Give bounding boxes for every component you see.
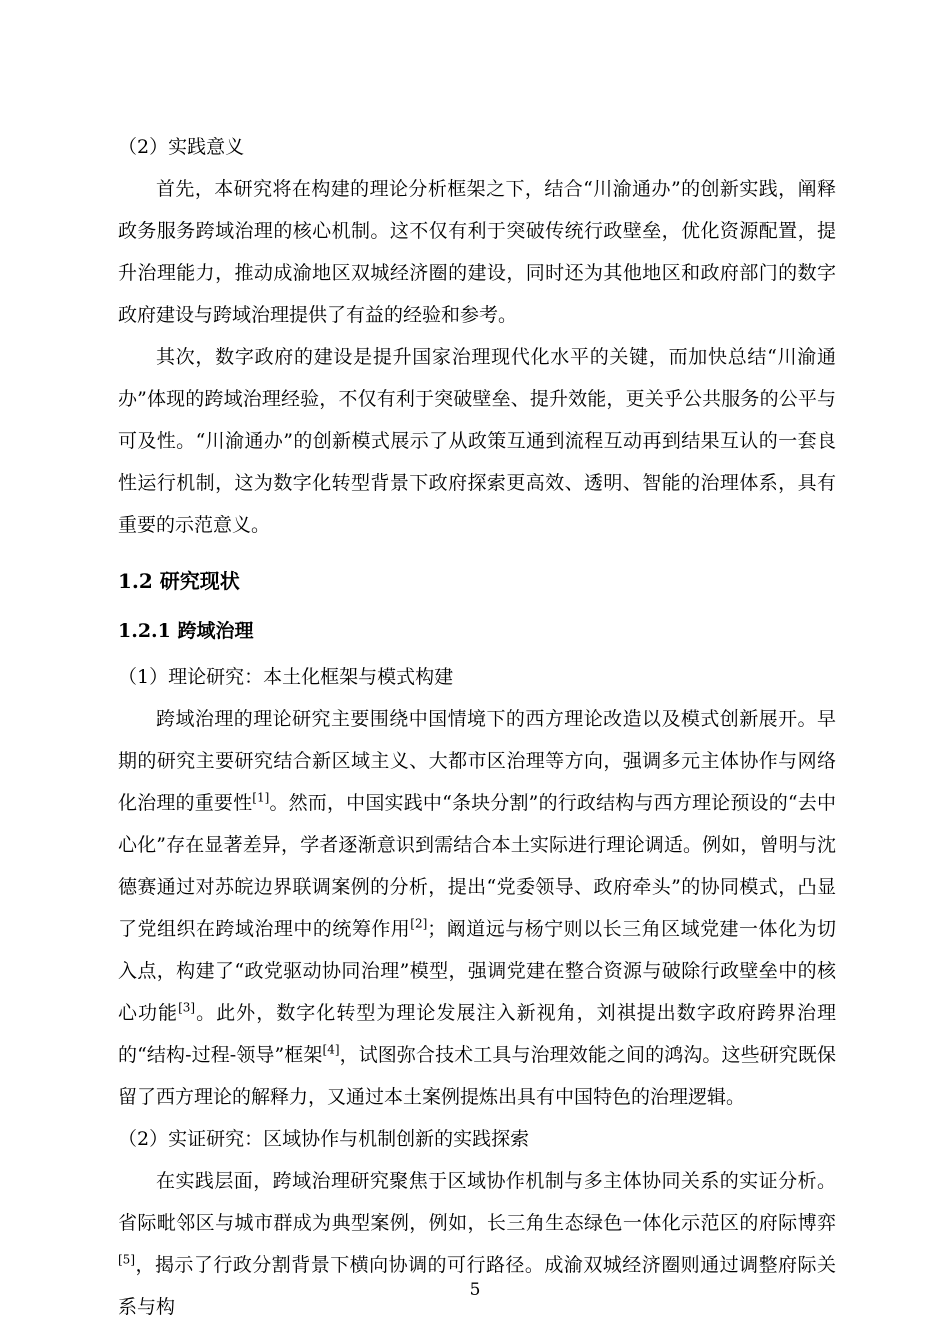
subheading-empirical-research: （2）实证研究：区域协作与机制创新的实践探索 xyxy=(118,1128,530,1150)
text-segment: 。然而，中国实践中“条块分割”的行政结构与西方理论预设的“去中心化”存在显著差异，学者逐渐意识到需结合本土实际进行理论调适。例如，曾明与沈德赛通过对苏皖边界联调案例的分析，提出“党委领导、政府牵头”的协同模式，凸显了党组织在跨域治理中的统筹作用 xyxy=(118,792,836,940)
citation-marker: [5] xyxy=(118,1252,135,1267)
paragraph-first: 首先，本研究将在构建的理论分析框架之下，结合“川渝通办”的创新实践，阐释政务服务跨域治理的核心机制。这不仅有利于突破传统行政壁垒，优化资源配置，提升治理能力，推动成渝地区双城经济圈的建设，同时还为其他地区和政府部门的数字政府建设与跨域治理提供了有益的经验和参考。 xyxy=(118,178,836,326)
paragraph-second: 其次，数字政府的建设是提升国家治理现代化水平的关键，而加快总结“川渝通办”体现的跨域治理经验，不仅有利于突破壁垒、提升效能，更关乎公共服务的公平与可及性。“川渝通办”的创新模式展示了从政策互通到流程互动再到结果互认的一套良性运行机制，这为数字化转型背景下政府探索更高效、透明、智能的治理体系，具有重要的示范意义。 xyxy=(118,346,836,536)
text-segment: 。此外，数字化转型为理论发展注入新视角，刘祺提出数字政府跨界治理的“结构-过程-领导”框架 xyxy=(118,1002,836,1066)
citation-marker: [3] xyxy=(178,1000,196,1015)
text-segment: ；阚道远与杨宁则以长三角区域党建一体化为切入点，构建了“政党驱动协同治理”模型，强调党建在整合资源与破除行政壁垒中的核心功能 xyxy=(118,918,836,1024)
citation-marker: [2] xyxy=(410,916,428,931)
page-content xyxy=(118,126,836,1328)
subheading-theory-research: （1）理论研究：本土化框架与模式构建 xyxy=(118,666,454,688)
citation-marker: [4] xyxy=(322,1042,340,1057)
paragraph-theory-research xyxy=(118,698,836,1118)
page-number: 5 xyxy=(469,1280,481,1300)
text-segment: ，揭示了行政分割背景下横向协调的可行路径。成渝双城经济圈则通过调整府际关系与构 xyxy=(118,1254,836,1318)
citation-marker: [1] xyxy=(252,790,270,805)
text-segment: 在实践层面，跨域治理研究聚焦于区域协作机制与多主体协同关系的实证分析。省际毗邻区与城市群成为典型案例，例如，长三角生态绿色一体化示范区的府际博弈 xyxy=(118,1170,836,1234)
paragraph-empirical-research xyxy=(118,1160,836,1328)
subsection-heading-cross-domain-governance: 1.2.1 跨域治理 xyxy=(118,620,254,642)
text-segment: 跨域治理的理论研究主要围绕中国情境下的西方理论改造以及模式创新展开。早期的研究主要研究结合新区域主义、大都市区治理等方向，强调多元主体协作与网络化治理的重要性 xyxy=(118,708,836,814)
subheading-practice-significance: （2）实践意义 xyxy=(118,136,245,158)
text-segment: ，试图弥合技术工具与治理效能之间的鸿沟。这些研究既保留了西方理论的解释力，又通过本土案例提炼出具有中国特色的治理逻辑。 xyxy=(118,1044,836,1108)
section-heading-research-status: 1.2 研究现状 xyxy=(118,569,240,593)
